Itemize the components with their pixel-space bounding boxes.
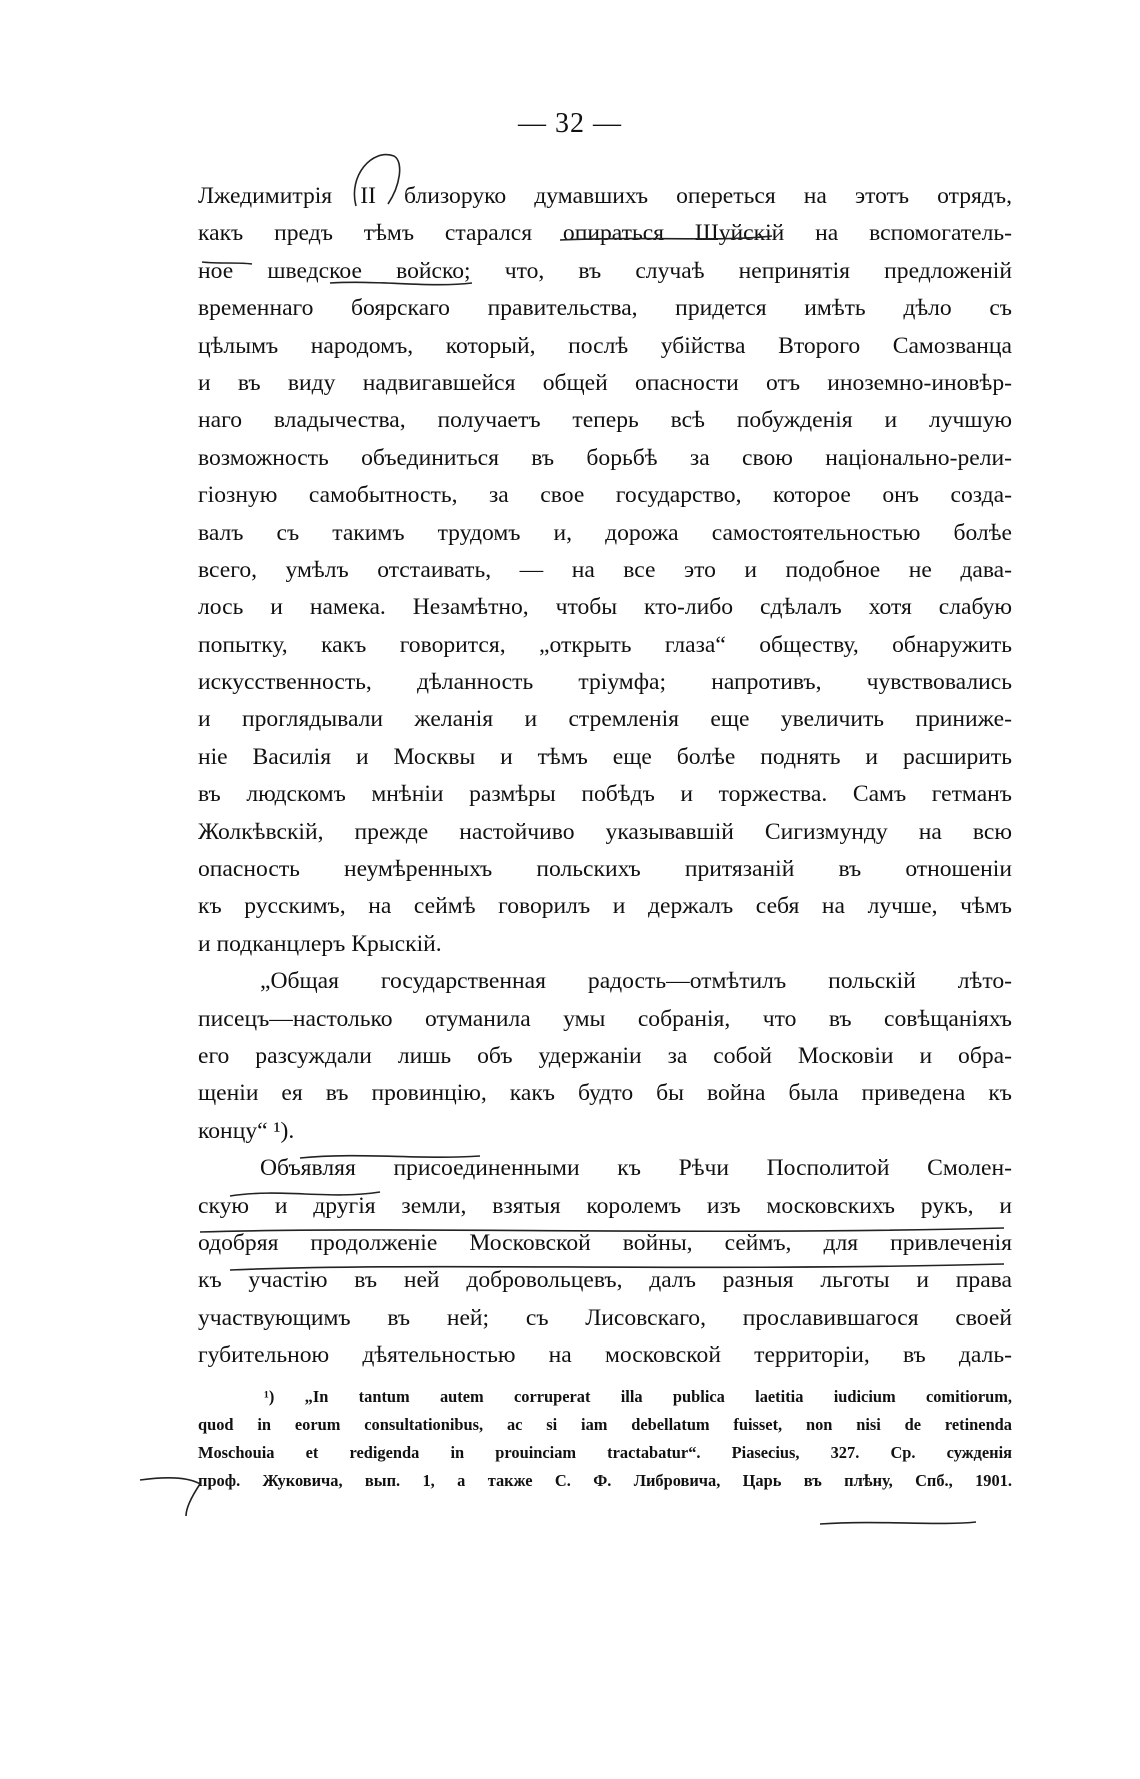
text-line: гіозную самобытность, за свое государство, которое онъ созда-: [198, 482, 1012, 509]
text-line: „Общая государственная радость—отмѣтилъ польскій лѣто-: [260, 968, 1012, 995]
footnote-line: quod in eorum consultationibus, ac si iam debellatum fuisset, non nisi de retinenda: [198, 1415, 1012, 1434]
text-line: Жолкѣвскій, прежде настойчиво указывавшій Сигизмунду на всю: [198, 818, 1012, 845]
text-line: какъ предъ тѣмъ старался опираться Шуйскій на вспомогатель-: [198, 220, 1012, 247]
text-line: возможность объединиться въ борьбѣ за свою національно-рели-: [198, 444, 1012, 471]
pencil-arrow-mark: [140, 1478, 200, 1516]
text-line: всего, умѣлъ отстаивать, — на все это и подобное не дава-: [198, 556, 1012, 583]
text-line: Лжедимитрія II близоруко думавшихъ опереться на этотъ отрядъ,: [198, 183, 1012, 209]
text-line: попытку, какъ говорится, „открыть глаза“ обществу, обнаружить: [198, 631, 1012, 658]
text-line: ное шведское войско; что, въ случаѣ непринятія предложеній: [198, 257, 1012, 284]
footnote-line: проф. Жуковича, вып. 1, а также С. Ф. Либровича, Царь въ плѣну, Спб., 1901.: [198, 1471, 1012, 1490]
text-line: въ людскомъ мнѣніи размѣры побѣдъ и торжества. Самъ гетманъ: [198, 781, 1012, 808]
footnote-line: ¹) „In tantum autem corruperat illa publica laetitia iudicium comitiorum,: [264, 1387, 1012, 1406]
text-line: Объявляя присоединенными къ Рѣчи Посполитой Смолен-: [260, 1155, 1012, 1182]
main-text: [198, 178, 1012, 1375]
text-line: писецъ—настолько отуманила умы собранія, что въ совѣщаніяхъ: [198, 1005, 1012, 1032]
text-line: ніе Василія и Москвы и тѣмъ еще болѣе поднять и расширить: [198, 743, 1012, 770]
page-number: — 32 —: [518, 108, 622, 139]
footnote-line: Moschouia et redigenda in prouinciam tractabatur“. Piasecius, 327. Ср. сужденія: [198, 1443, 1012, 1462]
text-line: временнаго боярскаго правительства, придется имѣть дѣло съ: [198, 295, 1012, 322]
text-line: и проглядывали желанія и стремленія еще увеличить приниже-: [198, 706, 1012, 733]
text-line: его разсуждали лишь объ удержаніи за собой Московіи и обра-: [198, 1042, 1012, 1069]
text-line: наго владычества, получаетъ теперь всѣ побужденія и лучшую: [198, 407, 1012, 434]
text-line: цѣлымъ народомъ, который, послѣ убійства Второго Самозванца: [198, 332, 1012, 359]
text-line: участвующимъ въ ней; съ Лисовскаго, прославившагося своей: [198, 1304, 1012, 1331]
text-line: опасность неумѣренныхъ польскихъ притязаній въ отношеніи: [198, 856, 1012, 883]
text-line: скую и другія земли, взятыя королемъ изъ московскихъ рукъ, и: [198, 1192, 1012, 1219]
text-line: и подканцлеръ Крыскій.: [198, 930, 442, 957]
text-line: лось и намека. Незамѣтно, чтобы кто-либо сдѣлалъ хотя слабую: [198, 594, 1012, 621]
pencil-underline-mark: [820, 1522, 976, 1524]
text-line: и въ виду надвигавшейся общей опасности отъ иноземно-иновѣр-: [198, 369, 1012, 396]
text-line: одобряя продолженіе Московской войны, сеймъ, для привлеченія: [198, 1229, 1012, 1256]
text-line: къ участію въ ней добровольцевъ, далъ разныя льготы и права: [198, 1267, 1012, 1294]
text-line: искусственность, дѣланность тріумфа; напротивъ, чувствовались: [198, 669, 1012, 696]
text-line: щеніи ея въ провинцію, какъ будто бы война была приведена къ: [198, 1080, 1012, 1107]
text-line: губительною дѣятельностью на московской территоріи, въ даль-: [198, 1342, 1012, 1369]
text-line: къ русскимъ, на сеймѣ говорилъ и держалъ себя на лучше, чѣмъ: [198, 893, 1012, 920]
text-line: концу“ ¹).: [198, 1117, 295, 1144]
text-line: валъ съ такимъ трудомъ и, дорожа самостоятельностью болѣе: [198, 519, 1012, 546]
footnotes: [198, 1383, 1012, 1495]
